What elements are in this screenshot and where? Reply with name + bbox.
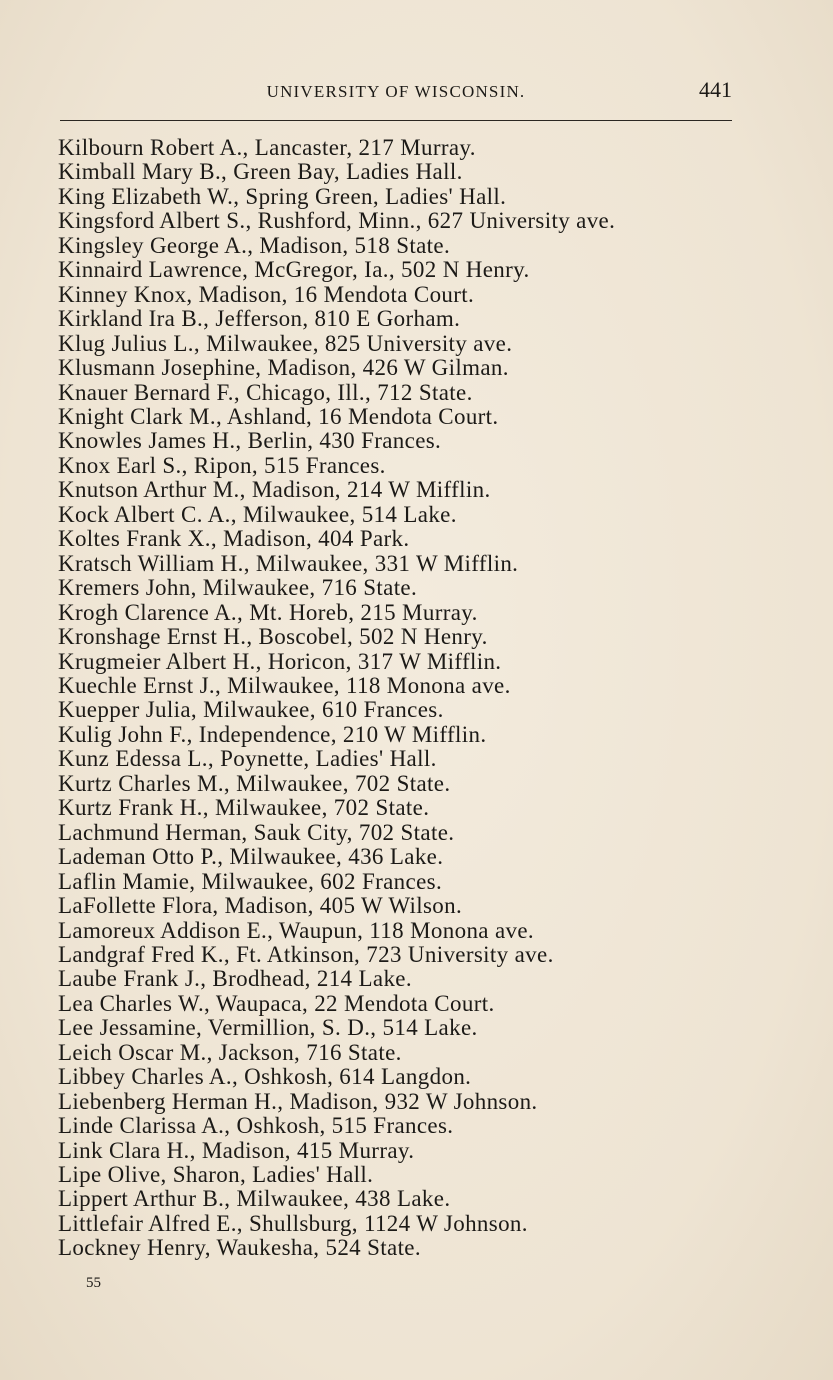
directory-entry: Kingsley George A., Madison, 518 State. <box>58 232 451 258</box>
directory-entry: Kinnaird Lawrence, McGregor, Ia., 502 N Henry. <box>58 257 530 283</box>
directory-entry: Lockney Henry, Waukesha, 524 State. <box>58 1235 421 1261</box>
directory-entry: Knauer Bernard F., Chicago, Ill., 712 State. <box>58 379 473 405</box>
directory-entry: Kremers John, Milwaukee, 716 State. <box>58 575 418 601</box>
directory-entry: Kirkland Ira B., Jefferson, 810 E Gorham. <box>58 306 461 332</box>
directory-entry: Koltes Frank X., Madison, 404 Park. <box>58 526 410 552</box>
directory-entry: Klusmann Josephine, Madison, 426 W Gilman. <box>58 355 509 381</box>
directory-entry: Kunz Edessa L., Poynette, Ladies' Hall. <box>58 746 437 772</box>
page-number: 441 <box>699 77 732 102</box>
directory-entry: Kurtz Frank H., Milwaukee, 702 State. <box>58 795 430 821</box>
directory-entry: Knowles James H., Berlin, 430 Frances. <box>58 428 442 454</box>
directory-entry: Knutson Arthur M., Madison, 214 W Mifflin. <box>58 477 491 503</box>
directory-entry: Knight Clark M., Ashland, 16 Mendota Court. <box>58 403 499 429</box>
directory-entry: Klug Julius L., Milwaukee, 825 University ave. <box>58 330 513 356</box>
directory-entry: King Elizabeth W., Spring Green, Ladies' Hall. <box>58 183 507 209</box>
directory-entry: Kratsch William H., Milwaukee, 331 W Mifflin. <box>58 550 519 576</box>
directory-list <box>58 136 758 1261</box>
directory-entry: Link Clara H., Madison, 415 Murray. <box>58 1137 415 1163</box>
directory-entry: Lee Jessamine, Vermillion, S. D., 514 Lake. <box>58 1015 478 1041</box>
directory-entry: Liebenberg Herman H., Madison, 932 W Johnson. <box>58 1088 538 1114</box>
directory-entry: Leich Oscar M., Jackson, 716 State. <box>58 1039 402 1065</box>
directory-entry: Krugmeier Albert H., Horicon, 317 W Mifflin. <box>58 648 502 674</box>
page-header <box>60 74 732 110</box>
directory-entry: Libbey Charles A., Oshkosh, 614 Langdon. <box>58 1064 472 1090</box>
directory-entry: Lippert Arthur B., Milwaukee, 438 Lake. <box>58 1186 451 1212</box>
signature-mark: 55 <box>86 1275 101 1291</box>
directory-entry: Krogh Clarence A., Mt. Horeb, 215 Murray. <box>58 599 478 625</box>
directory-entry: Lea Charles W., Waupaca, 22 Mendota Court. <box>58 990 495 1016</box>
directory-entry: Linde Clarissa A., Oshkosh, 515 Frances. <box>58 1113 454 1139</box>
directory-entry: Kuechle Ernst J., Milwaukee, 118 Monona ave. <box>58 672 511 698</box>
directory-entry: Littlefair Alfred E., Shullsburg, 1124 W Johnson. <box>58 1210 528 1236</box>
directory-entry: LaFollette Flora, Madison, 405 W Wilson. <box>58 893 463 919</box>
directory-entry: Kingsford Albert S., Rushford, Minn., 627 University ave. <box>58 208 616 234</box>
header-rule <box>60 120 732 121</box>
directory-entry: Knox Earl S., Ripon, 515 Frances. <box>58 452 386 478</box>
directory-entry: Lademan Otto P., Milwaukee, 436 Lake. <box>58 844 444 870</box>
running-title: UNIVERSITY OF WISCONSIN. <box>266 82 526 101</box>
directory-entry: Lipe Olive, Sharon, Ladies' Hall. <box>58 1162 374 1188</box>
directory-entry: Kronshage Ernst H., Boscobel, 502 N Henry. <box>58 624 488 650</box>
directory-entry: Kimball Mary B., Green Bay, Ladies Hall. <box>58 159 463 185</box>
directory-entry: Kulig John F., Independence, 210 W Mifflin. <box>58 721 487 747</box>
directory-entry: Laube Frank J., Brodhead, 214 Lake. <box>58 966 412 992</box>
directory-entry: Lachmund Herman, Sauk City, 702 State. <box>58 819 455 845</box>
directory-entry: Kock Albert C. A., Milwaukee, 514 Lake. <box>58 501 457 527</box>
directory-entry: Kuepper Julia, Milwaukee, 610 Frances. <box>58 697 444 723</box>
directory-entry: Lamoreux Addison E., Waupun, 118 Monona ave. <box>58 917 535 943</box>
directory-entry: Laflin Mamie, Milwaukee, 602 Frances. <box>58 868 443 894</box>
directory-entry: Kinney Knox, Madison, 16 Mendota Court. <box>58 281 475 307</box>
directory-entry: Landgraf Fred K., Ft. Atkinson, 723 University ave. <box>58 941 554 967</box>
directory-entry: Kurtz Charles M., Milwaukee, 702 State. <box>58 770 451 796</box>
directory-entry: Kilbourn Robert A., Lancaster, 217 Murray. <box>58 135 476 160</box>
